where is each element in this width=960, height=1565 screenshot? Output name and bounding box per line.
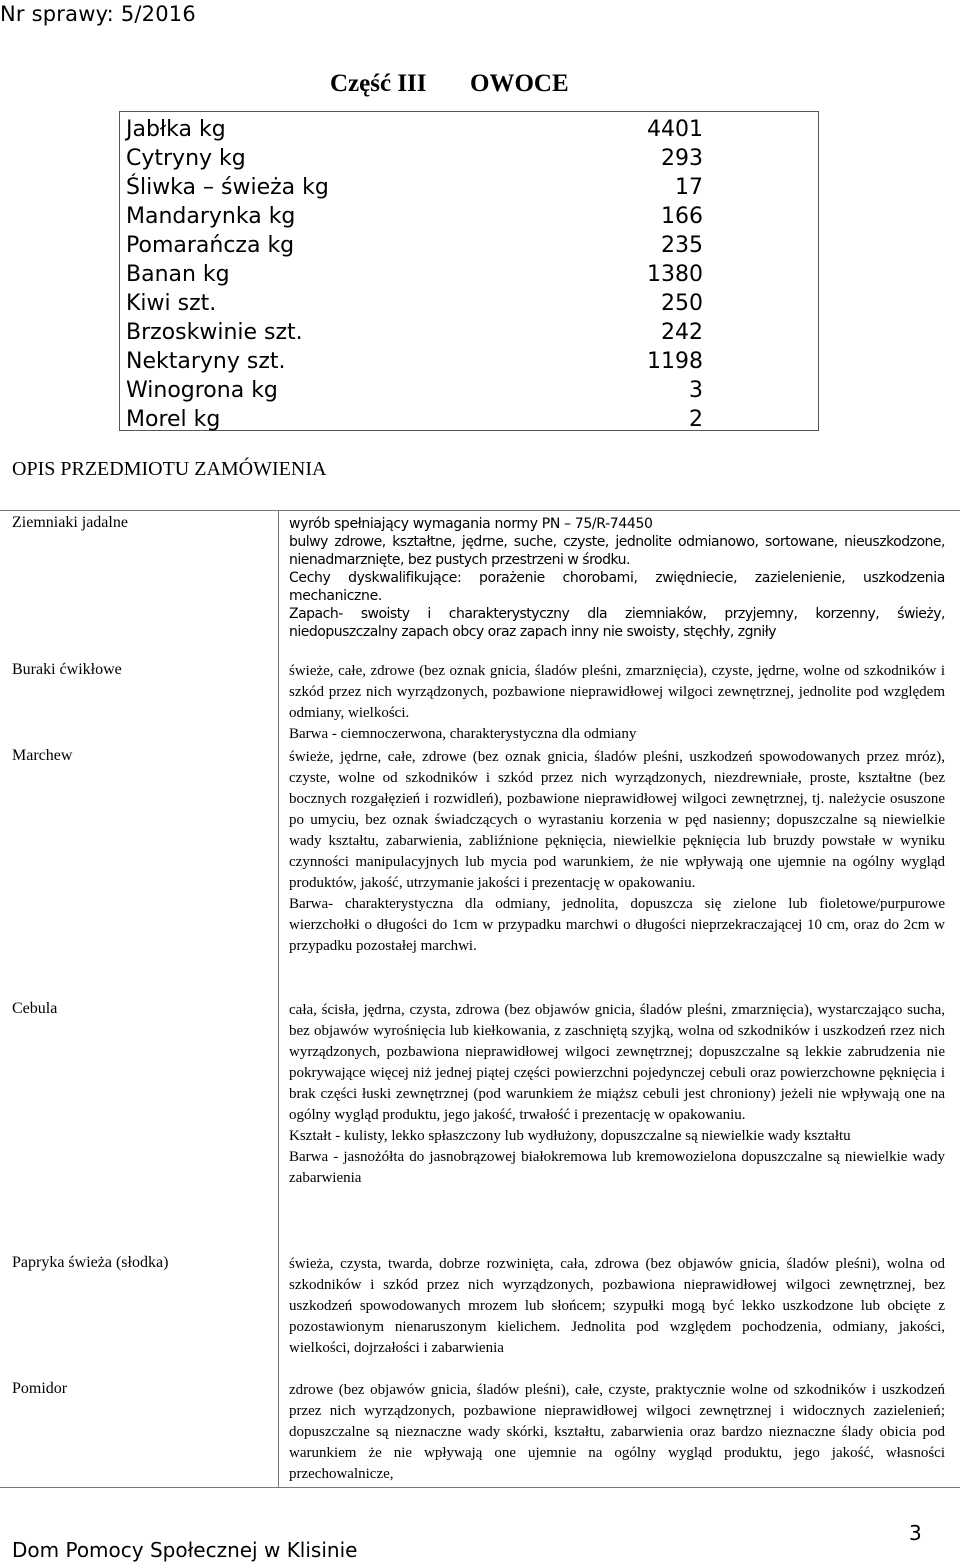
product-description — [289, 515, 945, 641]
description-paragraph: Barwa- charakterystyczna dla odmiany, jednolita, dopuszcza się zielone lub fioletowe/purpurowe wierzchołki o długości do 1cm w przypadku marchwi o długości nieprzekraczającej 10 cm, oraz do 2cm w przypadku pozostałej marchwi. — [289, 896, 945, 954]
description-paragraph: zdrowe (bez objawów gnicia, śladów pleśni), całe, czyste, praktycznie wolne od szkodników i uszkodzeń przez nich wyrządzonych, pozbawione nieprawidłowej wilgoci zewnętrznej i widocznych zazielenień; dopuszczalne są nieznaczne wady skórki, kształtu, zabarwienia oraz bardzo nieznaczne ślady obicia pod warunkiem że nie wpływają one ujemnie na ogólny wygląd produktu, jego jakość, własności przechowalnicze, — [289, 1382, 945, 1482]
product-description — [289, 1380, 945, 1485]
fruit-name: Banan kg — [126, 262, 230, 287]
table-row — [120, 144, 818, 173]
fruit-quantity: 3 — [689, 378, 703, 403]
fruit-quantity: 166 — [661, 204, 703, 229]
product-name: Ziemniaki jadalne — [12, 514, 128, 531]
product-description — [289, 661, 945, 745]
footer-organization: Dom Pomocy Społecznej w Klisinie — [12, 1538, 358, 1562]
fruit-quantity: 1380 — [647, 262, 703, 287]
description-paragraph: Barwa - jasnożółta do jasnobrązowej białokremowa lub kremowozielona dopuszczalne są niewielkie wady zabarwienia — [289, 1149, 945, 1186]
description-paragraph: Kształt - kulisty, lekko spłaszczony lub wydłużony, dopuszczalne są niewielkie wady kształtu — [289, 1128, 851, 1144]
table-row — [120, 173, 818, 202]
description-paragraph: świeże, jędrne, całe, zdrowe (bez oznak gnicia, śladów pleśni, uszkodzeń spowodowanych przez mróz), czyste, wolne od szkodników i szkód przez nich wyrządzonych, niezdrewniałe, proste, kształtne (bez bocznych rozgałęzień i rozwidleń), pozbawione nieprawidłowej wilgoci zewnętrznej, tj. należycie osuszone po umyciu, bez oznak świadczących o wyrastaniu korzenia w pęd nasienny; dopuszczalne są niewielkie wady kształtu, zabarwienia, zabliźnione pęknięcia, niewielkie pęknięcia lub bruzdy powstałe w wyniku czynności manipulacyjnych lub mycia pod warunkiem, że nie wpływają one ujemnie na ogólny wygląd produktów, jakość, utrzymanie jakości i prezentację w opakowaniu. — [289, 749, 945, 891]
product-description — [289, 1000, 945, 1189]
fruit-quantity: 4401 — [647, 117, 703, 142]
product-description — [289, 747, 945, 957]
fruit-quantity: 2 — [689, 407, 703, 432]
table-row — [120, 260, 818, 289]
fruit-name: Śliwka – świeża kg — [126, 175, 329, 200]
fruit-quantity: 250 — [661, 291, 703, 316]
product-name: Marchew — [12, 747, 73, 764]
fruit-name: Pomarańcza kg — [126, 233, 295, 258]
fruit-quantity-table — [119, 111, 819, 431]
part-category: OWOCE — [470, 70, 569, 97]
description-paragraph: Barwa - ciemnoczerwona, charakterystyczna dla odmiany — [289, 726, 637, 742]
product-description — [289, 1254, 945, 1359]
table-row — [120, 202, 818, 231]
fruit-name: Morel kg — [126, 407, 221, 432]
product-name: Papryka świeża (słodka) — [12, 1254, 169, 1271]
fruit-quantity: 293 — [661, 146, 703, 171]
fruit-name: Cytryny kg — [126, 146, 246, 171]
fruit-quantity: 17 — [675, 175, 703, 200]
description-paragraph: cała, ścisła, jędrna, czysta, zdrowa (bez objawów gnicia, śladów pleśni, zmarznięcia), wystarczająco sucha, bez objawów wyrośnięcia lub kiełkowania, z zaschniętą szyjką, wolna od szkodników i uszkodzeń rzez nich wyrządzonych, pozbawiona nieprawidłowej wilgoci zewnętrznej; dopuszczalne są lekkie zabrudzenia nie pokrywające więcej niż jednej piątej części powierzchni pojedynczej cebuli oraz powierzchowne pęknięcia i brak części łuski zewnętrznej (pod warunkiem że miąższ cebuli jest chroniony) jeżeli nie wpływają one na ogólny wygląd produktu, jego jakość, trwałość i prezentację w opakowaniu. — [289, 1002, 945, 1123]
product-name: Pomidor — [12, 1380, 68, 1397]
table-row — [120, 115, 818, 144]
table-row — [120, 231, 818, 260]
description-paragraph: Zapach- swoisty i charakterystyczny dla ziemniaków, przyjemny, korzenny, świeży, niedopuszczalny zapach obcy oraz zapach inny nie swoisty, stęchły, zgniły — [289, 606, 945, 640]
product-specification-table — [0, 510, 960, 1488]
fruit-name: Brzoskwinie szt. — [126, 320, 303, 345]
fruit-quantity: 1198 — [647, 349, 703, 374]
table-row — [120, 289, 818, 318]
column-divider — [278, 511, 279, 1487]
fruit-quantity: 242 — [661, 320, 703, 345]
section-title: OPIS PRZEDMIOTU ZAMÓWIENIA — [12, 458, 327, 480]
case-number: Nr sprawy: 5/2016 — [0, 2, 196, 26]
table-row — [120, 376, 818, 405]
page-number: 3 — [909, 1521, 922, 1545]
part-name: Część III — [330, 70, 427, 97]
product-name: Buraki ćwikłowe — [12, 661, 122, 678]
fruit-name: Jabłka kg — [126, 117, 226, 142]
fruit-name: Nektaryny szt. — [126, 349, 286, 374]
fruit-name: Kiwi szt. — [126, 291, 217, 316]
description-paragraph: Cechy dyskwalifikujące: porażenie chorobami, zwiędniecie, zazielenienie, uszkodzenia mechaniczne. — [289, 570, 945, 604]
table-row — [120, 405, 818, 434]
fruit-quantity: 235 — [661, 233, 703, 258]
table-row — [120, 318, 818, 347]
fruit-name: Mandarynka kg — [126, 204, 296, 229]
description-paragraph: bulwy zdrowe, kształtne, jędrne, suche, czyste, jednolite odmianowo, sortowane, nieuszkodzone, nienadmarznięte, bez pustych przestrzeni w środku. — [289, 534, 945, 568]
description-paragraph: wyrób spełniający wymagania normy PN – 75/R-74450 — [289, 516, 653, 532]
description-paragraph: świeża, czysta, twarda, dobrze rozwinięta, cała, zdrowa (bez objawów gnicia, śladów pleśni), wolna od szkodników i szkód przez nich wyrządzonych, pozbawiona nieprawidłowej wilgoci zewnętrznej, bez uszkodzeń spowodowanych mrozem lub słońcem; szypułki mogą być lekko uszkodzone lub obcięte z pozostawionym nienaruszonym kielichem. Jednolita pod względem pochodzenia, odmiany, jakości, wielkości, dojrzałości i zabarwienia — [289, 1256, 945, 1356]
fruit-name: Winogrona kg — [126, 378, 278, 403]
table-row — [120, 347, 818, 376]
product-name: Cebula — [12, 1000, 58, 1017]
description-paragraph: świeże, całe, zdrowe (bez oznak gnicia, śladów pleśni, zmarznięcia), czyste, jędrne, wolne od szkodników i szkód przez nich wyrządzonych, pozbawione nieprawidłowej wilgoci zewnętrznej, jednolite pod względem odmiany, wielkości. — [289, 663, 945, 721]
